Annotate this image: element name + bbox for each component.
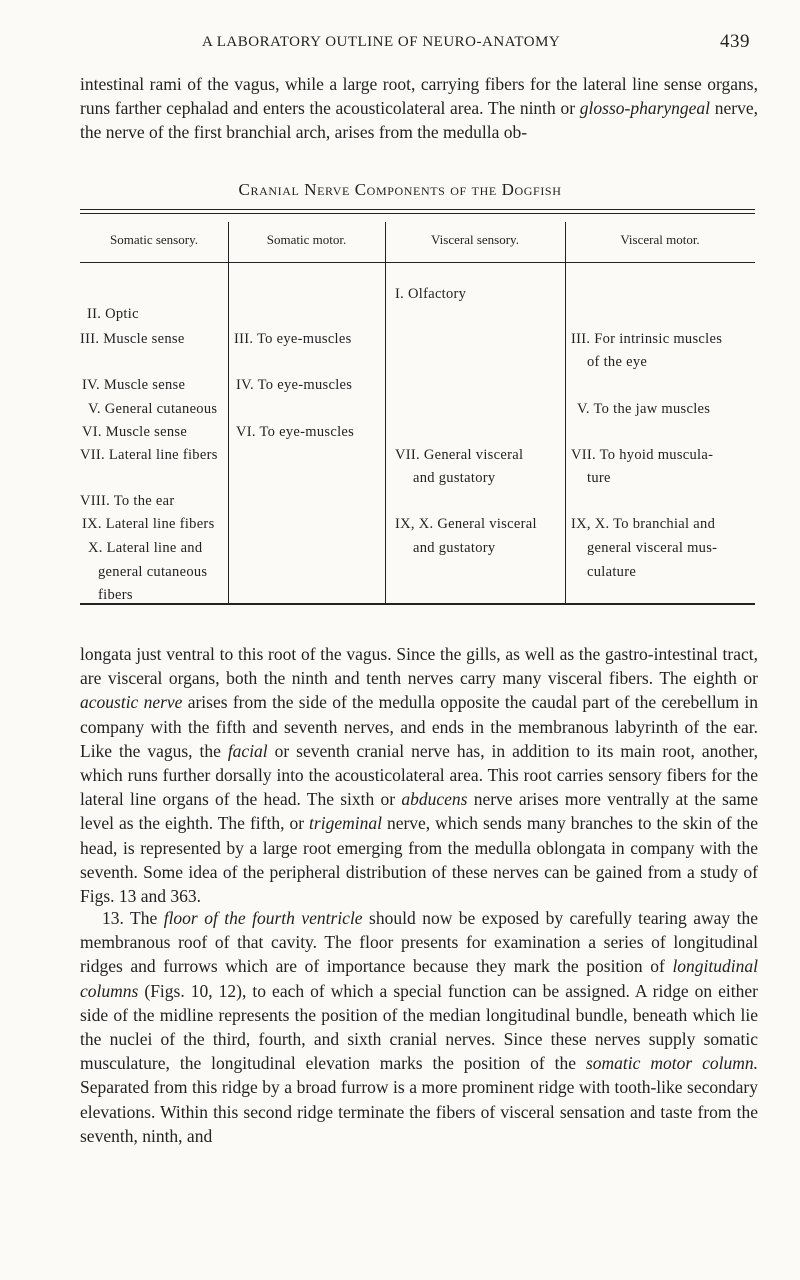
table-cell: IX, X. General visceral [395, 516, 537, 532]
table-cell: VII. To hyoid muscula- [571, 447, 714, 463]
term-acoustic-nerve: acoustic nerve [80, 692, 183, 713]
term-somatic-motor-column: somatic motor column. [585, 1053, 758, 1074]
table-cell: and gustatory [413, 470, 496, 486]
table-bottom-rule [80, 603, 755, 605]
text-run: arises from the side of the medulla opposite the caudal part of the cerebellum in company with the fifth and seventh nerves, and ends in the membranous labyrinth of the ear. Like the vagus, the [80, 692, 758, 761]
table-cell: IV. To eye-muscles [236, 377, 353, 393]
term-facial: facial [227, 740, 268, 761]
paragraph-3 [80, 906, 758, 1148]
text-run: Separated from this ridge by a broad furrow is a more prominent ridge with tooth-like secondary elevations. Within this second ridge terminate the fibers of visceral sensation and taste from the seventh, ninth, and [80, 1077, 758, 1146]
table-cell: VI. Muscle sense [82, 424, 188, 440]
table-cell: V. General cutaneous [88, 401, 218, 417]
paragraph-1 [80, 72, 758, 145]
term-abducens: abducens [401, 789, 468, 810]
text-run: should now be exposed by carefully tearing away the membranous roof of that cavity. The floor presents for examination a series of longitudinal ridges and furrows which are of importance because they mark the position of [80, 908, 758, 977]
column-header-visceral-sensory: Visceral sensory. [431, 232, 519, 247]
table-cell: X. Lateral line and [88, 540, 203, 556]
column-divider [228, 222, 229, 604]
term-longitudinal-columns: longitudinal columns [80, 956, 758, 1001]
table-title: Cranial Nerve Components of the Dogfish [238, 180, 562, 199]
term-floor-fourth-ventricle: floor of the fourth ventricle [163, 908, 363, 928]
table-cell: VII. General visceral [395, 447, 524, 463]
table-cell: culature [587, 564, 637, 580]
table-cell: ture [587, 470, 611, 486]
table-cell: general visceral mus- [587, 540, 718, 556]
table-cell: IX. Lateral line fibers [82, 516, 215, 532]
table-cell: IX, X. To branchial and [571, 516, 716, 532]
text-run: longata just ventral to this root of the vagus. Since the gills, as well as the gastro-intestinal tract, are visceral organs, both the ninth and tenth nerves carry many visceral fibers. The eighth or [80, 644, 758, 689]
text-run: nerve, which sends many branches to the skin of the head, is represented by a large root emerging from the medulla oblongata in company with the seventh. Some idea of the peripheral distribution of these nerves can be gained from a study of Figs. 13 and 363. [80, 813, 758, 907]
table-top-rule [80, 209, 755, 210]
column-divider [565, 222, 566, 604]
page-number: 439 [720, 31, 750, 52]
table-top-rule-2 [80, 213, 755, 214]
table-cell: III. Muscle sense [80, 331, 185, 347]
table-cell: I. Olfactory [395, 286, 467, 302]
table-cell: and gustatory [413, 540, 496, 556]
table-cell: of the eye [587, 354, 648, 370]
table-cell: VI. To eye-muscles [236, 424, 355, 440]
column-divider [385, 222, 386, 604]
text-run: intestinal rami of the vagus, while a large root, carrying fibers for the lateral line sense organs, runs farther cephalad and enters the acousticolateral area. The ninth or [80, 74, 758, 119]
text-run: nerve arises more ventrally at the same level as the eighth. The fifth, or [80, 789, 758, 834]
term-glossopharyngeal: glosso-pharyngeal [579, 98, 711, 119]
table-cell: V. To the jaw muscles [577, 401, 711, 417]
text-run: or seventh cranial nerve has, in addition to its main root, another, which runs further dorsally into the acousticolateral area. This root carries sensory fibers for the lateral line organs of the head. The sixth or [80, 740, 759, 810]
table-cell: fibers [98, 587, 133, 603]
table-header-rule [80, 262, 755, 263]
table-cell: III. For intrinsic muscles [571, 331, 723, 347]
table-cell: III. To eye-muscles [234, 331, 352, 347]
text-run: 13. The [102, 908, 164, 928]
text-run: nerve, the nerve of the first branchial arch, arises from the medulla ob- [80, 98, 758, 143]
paragraph-2 [80, 642, 758, 908]
column-header-visceral-motor: Visceral motor. [620, 232, 700, 247]
text-run: (Figs. 10, 12), to each of which a special function can be assigned. A ridge on either side of the midline represents the position of the median longitudinal bundle, beneath which lie the nuclei of the third, fourth, and sixth cranial nerves. Since these nerves supply somatic musculature, the longitudinal elevation marks the position of the [80, 980, 758, 1074]
table-cell: VIII. To the ear [80, 493, 175, 509]
table-cell: VII. Lateral line fibers [80, 447, 218, 463]
column-header-somatic-motor: Somatic motor. [266, 232, 347, 247]
table-cell: general cutaneous [98, 564, 208, 580]
table-cell: IV. Muscle sense [82, 377, 186, 393]
running-head-title: A LABORATORY OUTLINE OF NEURO-ANATOMY [202, 34, 561, 50]
term-trigeminal: trigeminal [309, 813, 382, 834]
table-cell: II. Optic [87, 306, 139, 322]
column-header-somatic-sensory: Somatic sensory. [110, 232, 198, 247]
